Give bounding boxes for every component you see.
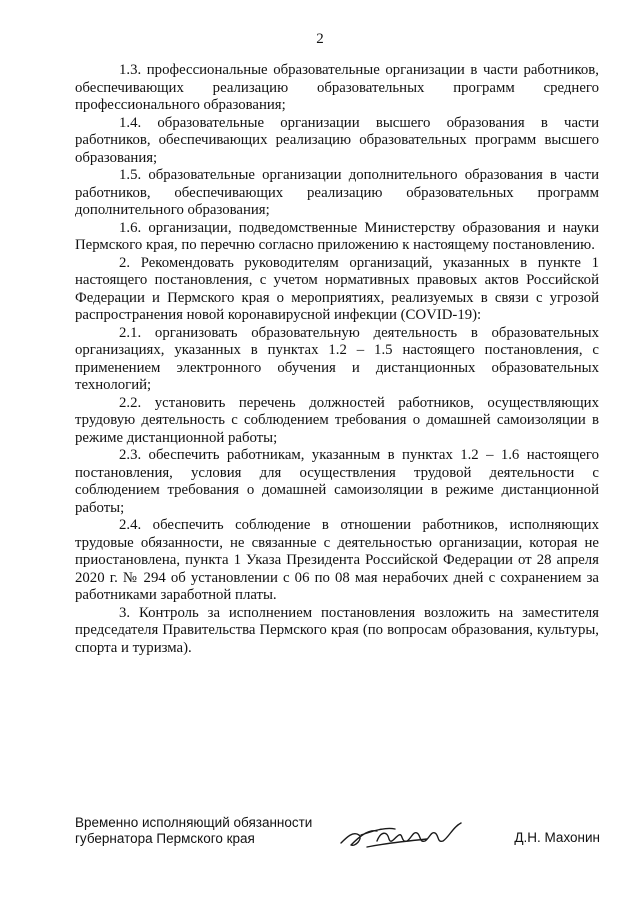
paragraph-2-3: 2.3. обеспечить работникам, указанным в пунктах 1.2 – 1.6 настоящего постановления, условия для осуществления трудовой деятельности с соблюдением требования о домашней самоизоляции в режиме дистанционной работы; [75, 447, 599, 516]
signatory-name: Д.Н. Махонин [514, 830, 600, 845]
paragraph-1-3: 1.3. профессиональные образовательные организации в части работников, обеспечивающих реализацию образовательных программ среднего профессионального образования; [75, 62, 599, 113]
paragraph-2-1: 2.1. организовать образовательную деятельность в образовательных организациях, указанных в пунктах 1.2 – 1.5 настоящего постановления, с применением электронного обучения и дистанционных образовательных технологий; [75, 324, 599, 393]
paragraph-3: 3. Контроль за исполнением постановления возложить на заместителя председателя Правительства Пермского края (по вопросам образования, культуры, спорта и туризма). [75, 604, 599, 656]
paragraph-1-4: 1.4. образовательные организации высшего образования в части работников, обеспечивающих реализацию образовательных программ высшего образования; [75, 114, 599, 166]
handwritten-signature [337, 817, 467, 857]
signatory-title-line-1: Временно исполняющий обязанности [75, 815, 313, 830]
paragraph-1-5: 1.5. образовательные организации дополнительного образования в части работников, обеспечивающих реализацию образовательных программ дополнительного образования; [75, 167, 599, 218]
signatory-title [75, 815, 312, 847]
signatory-title-line-2: губернатора Пермского края [75, 831, 255, 846]
paragraph-2-4: 2.4. обеспечить соблюдение в отношении работников, исполняющих трудовые обязанности, не связанные с деятельностью организации, которая не приостановлена, пункта 1 Указа Президента Российской Федерации от 28 апреля 2020 г. № 294 об установлении с 06 по 08 мая нерабочих дней с сохранением за работниками заработной платы. [75, 517, 599, 603]
signature-block [75, 815, 600, 865]
paragraph-2: 2. Рекомендовать руководителям организаций, указанных в пункте 1 настоящего постановления, с учетом нормативных правовых актов Российской Федерации и Пермского края о мероприятиях, реализуемых в связи с угрозой распространения новой коронавирусной инфекции (COVID-19): [75, 254, 599, 323]
document-body [75, 62, 599, 657]
paragraph-2-2: 2.2. установить перечень должностей работников, осуществляющих трудовую деятельность с соблюдением требования о домашней самоизоляции в режиме дистанционной работы; [75, 394, 599, 446]
page-number: 2 [316, 31, 324, 47]
paragraph-1-6: 1.6. организации, подведомственные Министерству образования и науки Пермского края, по перечню согласно приложению к настоящему постановлению. [75, 219, 599, 253]
